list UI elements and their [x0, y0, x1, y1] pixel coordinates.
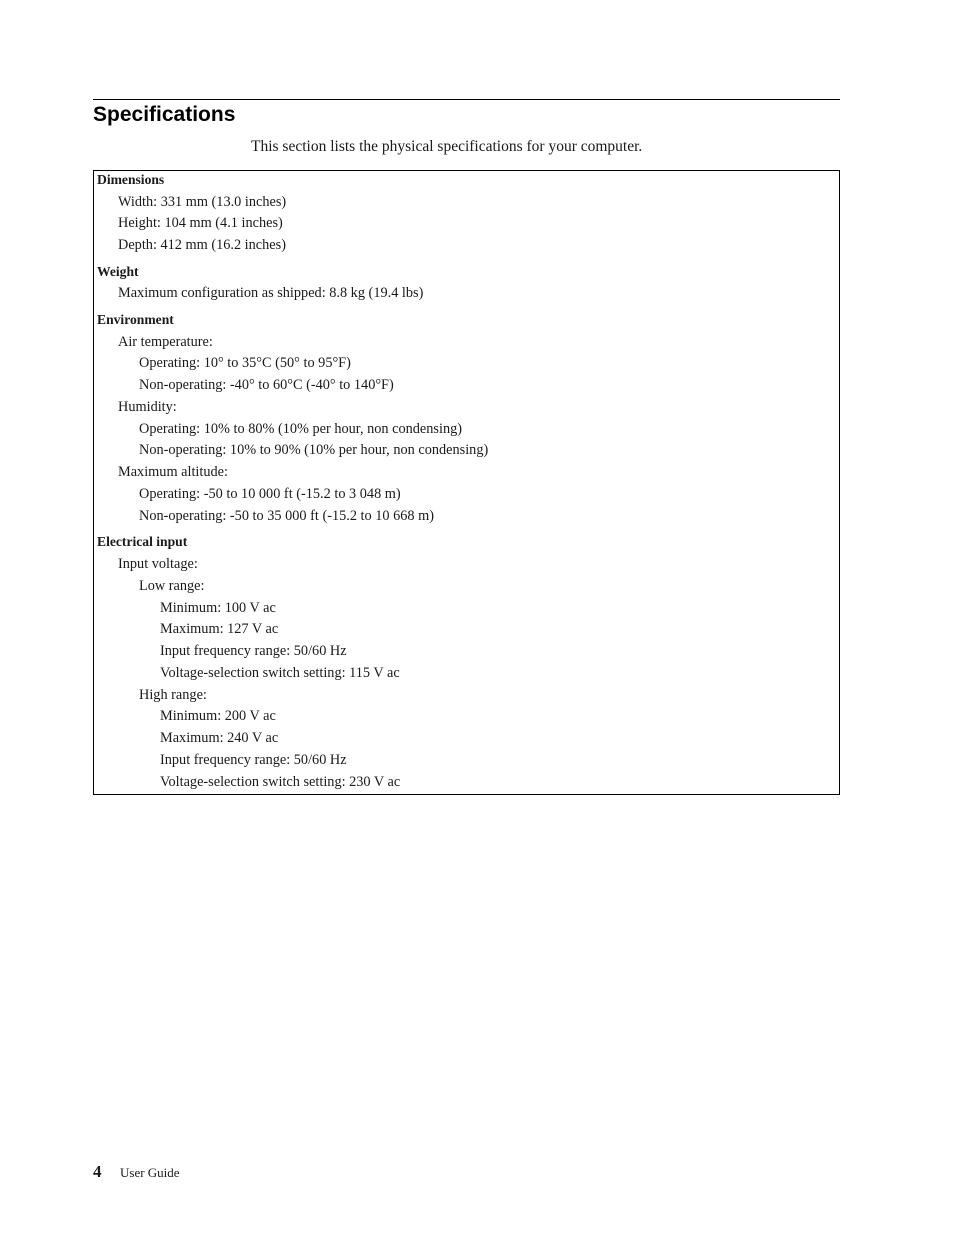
spec-low-switch: Voltage-selection switch setting: 115 V ac — [160, 665, 400, 681]
spec-humidity-operating: Operating: 10% to 80% (10% per hour, non condensing) — [139, 421, 463, 437]
footer-doc-title: User Guide — [120, 1165, 180, 1180]
spec-width: Width: 331 mm (13.0 inches) — [118, 194, 287, 210]
spec-high-minimum: Minimum: 200 V ac — [160, 708, 276, 724]
intro-paragraph: This section lists the physical specifications for your computer. — [251, 138, 643, 155]
spec-humidity-nonoperating: Non-operating: 10% to 90% (10% per hour, non condensing) — [139, 442, 489, 458]
electrical-header: Electrical input — [97, 534, 188, 549]
spec-max-config: Maximum configuration as shipped: 8.8 kg (19.4 lbs) — [118, 285, 424, 301]
spec-high-frequency: Input frequency range: 50/60 Hz — [160, 752, 347, 768]
spec-low-frequency: Input frequency range: 50/60 Hz — [160, 643, 347, 659]
environment-header: Environment — [97, 312, 174, 327]
spec-high-switch: Voltage-selection switch setting: 230 V ac — [160, 774, 401, 790]
section-rule — [93, 99, 840, 100]
spec-low-minimum: Minimum: 100 V ac — [160, 600, 276, 616]
page-title: Specifications — [93, 103, 236, 126]
spec-air-operating: Operating: 10° to 35°C (50° to 95°F) — [139, 355, 351, 371]
spec-humidity: Humidity: — [118, 399, 177, 415]
spec-air-temperature: Air temperature: — [118, 334, 213, 350]
spec-depth: Depth: 412 mm (16.2 inches) — [118, 237, 286, 253]
spec-altitude-nonoperating: Non-operating: -50 to 35 000 ft (-15.2 to 10 668 m) — [139, 508, 435, 524]
spec-max-altitude: Maximum altitude: — [118, 464, 228, 480]
spec-altitude-operating: Operating: -50 to 10 000 ft (-15.2 to 3 048 m) — [139, 486, 401, 502]
spec-low-maximum: Maximum: 127 V ac — [160, 621, 279, 637]
spec-high-maximum: Maximum: 240 V ac — [160, 730, 279, 746]
spec-input-voltage: Input voltage: — [118, 556, 198, 572]
dimensions-header: Dimensions — [97, 172, 165, 187]
spec-low-range: Low range: — [139, 578, 205, 594]
spec-height: Height: 104 mm (4.1 inches) — [118, 215, 283, 231]
weight-header: Weight — [97, 264, 139, 279]
page-number: 4 — [93, 1162, 102, 1181]
spec-high-range: High range: — [139, 687, 207, 703]
specifications-table — [93, 170, 840, 795]
spec-air-nonoperating: Non-operating: -40° to 60°C (-40° to 140°F) — [139, 377, 394, 393]
